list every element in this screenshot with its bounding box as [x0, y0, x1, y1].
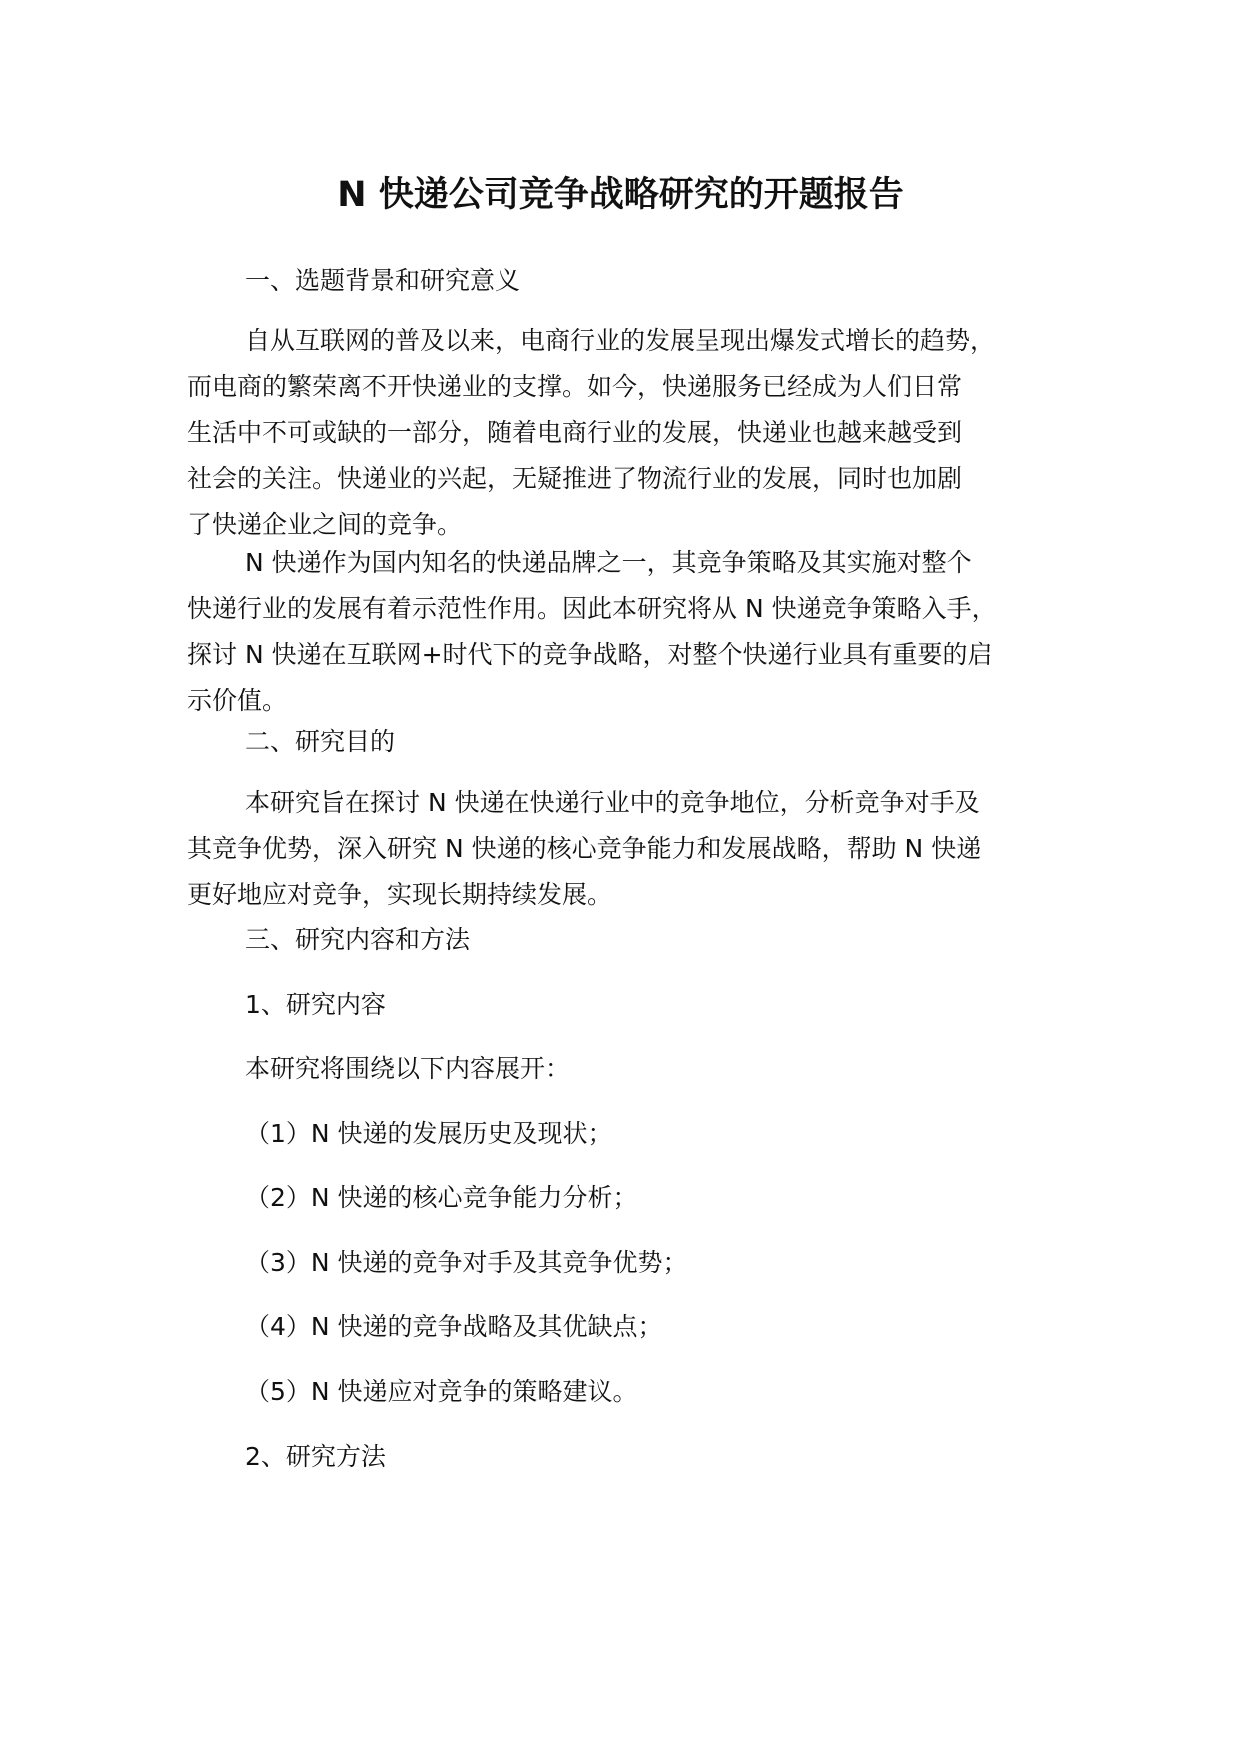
document-title: N 快递公司竞争战略研究的开题报告 — [337, 175, 904, 215]
subheading-research-methods: 2、研究方法 — [245, 1442, 386, 1471]
subheading-research-content: 1、研究内容 — [245, 990, 386, 1019]
section-heading-purpose: 二、研究目的 — [245, 727, 396, 756]
paragraph-line: 其竞争优势，深入研究 N 快递的核心竞争能力和发展战略，帮助 N 快递 — [187, 834, 982, 863]
paragraph-line: 社会的关注。快递业的兴起，无疑推进了物流行业的发展，同时也加剧 — [187, 464, 963, 493]
paragraph-line: 生活中不可或缺的一部分，随着电商行业的发展，快递业也越来越受到 — [187, 418, 963, 447]
paragraph-line: 探讨 N 快递在互联网+时代下的竞争战略，对整个快递行业具有重要的启 — [187, 640, 993, 669]
paragraph-line: 自从互联网的普及以来，电商行业的发展呈现出爆发式增长的趋势， — [245, 326, 996, 355]
paragraph-background — [187, 318, 1087, 548]
paragraph-line: 本研究旨在探讨 N 快递在快递行业中的竞争地位，分析竞争对手及 — [245, 788, 980, 817]
list-item: （1）N 快递的发展历史及现状； — [245, 1119, 613, 1148]
list-item: （5）N 快递应对竞争的策略建议。 — [245, 1377, 638, 1406]
list-item: （4）N 快递的竞争战略及其优缺点； — [245, 1312, 663, 1341]
paragraph-line: 示价值。 — [187, 686, 288, 715]
section-heading-content-methods: 三、研究内容和方法 — [245, 925, 471, 954]
research-content-intro: 本研究将围绕以下内容展开： — [245, 1054, 571, 1083]
paragraph-line: 了快递企业之间的竞争。 — [187, 510, 463, 539]
list-item: （2）N 快递的核心竞争能力分析； — [245, 1183, 638, 1212]
paragraph-line: 而电商的繁荣离不开快递业的支撑。如今，快递服务已经成为人们日常 — [187, 372, 963, 401]
paragraph-line: N 快递作为国内知名的快递品牌之一，其竞争策略及其实施对整个 — [245, 548, 972, 577]
paragraph-line: 更好地应对竞争，实现长期持续发展。 — [187, 880, 613, 909]
paragraph-line: 快递行业的发展有着示范性作用。因此本研究将从 N 快递竞争策略入手， — [187, 594, 997, 623]
paragraph-purpose — [187, 780, 1087, 918]
paragraph-significance — [187, 540, 1087, 724]
list-item: （3）N 快递的竞争对手及其竞争优势； — [245, 1248, 688, 1277]
section-heading-background: 一、选题背景和研究意义 — [245, 266, 521, 295]
